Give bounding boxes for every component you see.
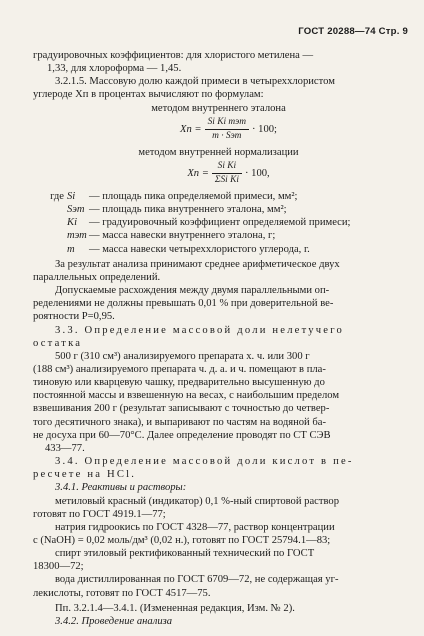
subheading: методом внутреннего эталона xyxy=(151,102,286,114)
fraction-numerator: Si Ki mэт xyxy=(205,117,249,130)
text-line: 3.2.1.5. Массовую долю каждой примеси в четыреххлористом xyxy=(55,76,335,88)
section-heading: ресчете на HCl. xyxy=(33,469,137,481)
text-line: спирт этиловый ректификованный технический по ГОСТ xyxy=(55,548,315,560)
subheading: методом внутренней нормализации xyxy=(138,146,299,158)
formula-tail: · 100; xyxy=(251,124,277,136)
definition-row xyxy=(33,203,404,216)
formula-lhs: Xп = xyxy=(180,124,202,136)
text-line: 433—77. xyxy=(45,442,85,454)
text-line: ределениями не должны превышать 0,01 % при доверительной ве- xyxy=(33,298,334,310)
subsection-heading: 3.4.1. Реактивы и растворы: xyxy=(55,482,187,494)
subsection-heading: 3.4.2. Проведение анализа xyxy=(55,615,173,627)
definition-text: — масса навески внутреннего эталона, г; xyxy=(89,230,276,242)
section-heading: 3.3. Определение массовой доли нелетучего xyxy=(55,324,344,336)
text-line: Допускаемые расхождения между двумя параллельными оп- xyxy=(55,285,330,297)
definition-row xyxy=(33,243,404,256)
text-line: не досуха при 60—70°С. Далее определение проводят по СТ СЭВ xyxy=(33,429,331,441)
text-line: того десятичного знака), и выпаривают по частям на водяной ба- xyxy=(33,416,326,428)
text-line: 18300—72; xyxy=(33,561,84,573)
definition-symbol: m xyxy=(67,243,75,255)
text-line: метиловый красный (индикатор) 0,1 %-ный спиртовой раствор xyxy=(55,495,340,507)
text-line: параллельных определений. xyxy=(33,271,161,283)
text-line: лекислоты, готовят по ГОСТ 4517—75. xyxy=(33,587,211,599)
text-line: градуировочных коэффициентов: для хлористого метилена — xyxy=(33,50,314,61)
formula-tail: · 100, xyxy=(244,168,270,180)
section-heading: остатка xyxy=(33,337,83,349)
text-line: роятности P=0,95. xyxy=(33,311,115,323)
definition-symbol: mэт xyxy=(67,230,87,242)
text-line: постоянной массы и взвешенную на весах, с наибольшим пределом xyxy=(33,390,340,402)
amendment-note: Пп. 3.2.1.4—3.4.1. (Измененная редакция, Изм. № 2). xyxy=(55,602,295,614)
text-line: вода дистиллированная по ГОСТ 6709—72, не содержащая уг- xyxy=(55,574,339,586)
definition-where: где xyxy=(50,190,64,202)
text-line: 500 г (310 см³) анализируемого препарата х. ч. или 300 г xyxy=(55,350,310,362)
page-header: ГОСТ 20288—74 Стр. 9 xyxy=(298,26,408,37)
fraction xyxy=(205,117,249,142)
definition-symbol: Si xyxy=(67,190,76,202)
fraction-denominator: ΣSi Ki xyxy=(214,175,239,186)
formula-internal-standard xyxy=(33,117,404,143)
formula-normalization xyxy=(33,161,404,187)
fraction-numerator: Si Ki xyxy=(212,161,242,174)
definition-text: — площадь пика внутреннего эталона, мм²; xyxy=(89,204,287,216)
definition-row xyxy=(33,229,404,242)
section-heading: 3.4. Определение массовой доли кислот в пе- xyxy=(55,456,354,468)
text-line: (188 см³) анализируемого препарата ч. д. а. и ч. помещают в пла- xyxy=(33,363,326,375)
fraction xyxy=(212,161,242,186)
definition-text: — площадь пика определяемой примеси, мм²; xyxy=(89,190,298,202)
text-line: тиновую или кварцевую чашку, предварительно высушенную до xyxy=(33,377,325,389)
text-line: 1,33, для хлороформа — 1,45. xyxy=(47,63,182,75)
text-line: За результат анализа принимают среднее арифметическое двух xyxy=(55,258,340,270)
fraction-denominator: m · Sэт xyxy=(212,131,242,142)
text-line: c (NaOH) = 0,02 моль/дм³ (0,02 н.), готовят по ГОСТ 25794.1—83; xyxy=(33,535,331,546)
definition-row xyxy=(33,190,404,203)
text-line: натрия гидроокись по ГОСТ 4328—77, раствор концентрации xyxy=(55,521,335,533)
text-line: углероде Xп в процентах вычисляют по формулам: xyxy=(33,89,264,101)
text-line: взвешивания 200 г (результат записывают с точностью до четвер- xyxy=(33,403,330,415)
page-body xyxy=(33,49,404,628)
definition-text: — масса навески четыреххлористого углерода, г. xyxy=(89,243,310,255)
definition-text: — градуировочный коэффициент определяемой примеси; xyxy=(89,217,351,229)
definition-symbol: Ki xyxy=(67,217,78,229)
text-line: готовят по ГОСТ 4919.1—77; xyxy=(33,508,166,520)
formula-lhs: Xп = xyxy=(187,168,209,180)
definition-symbol: Sэт xyxy=(67,204,85,216)
definition-row xyxy=(33,216,404,229)
